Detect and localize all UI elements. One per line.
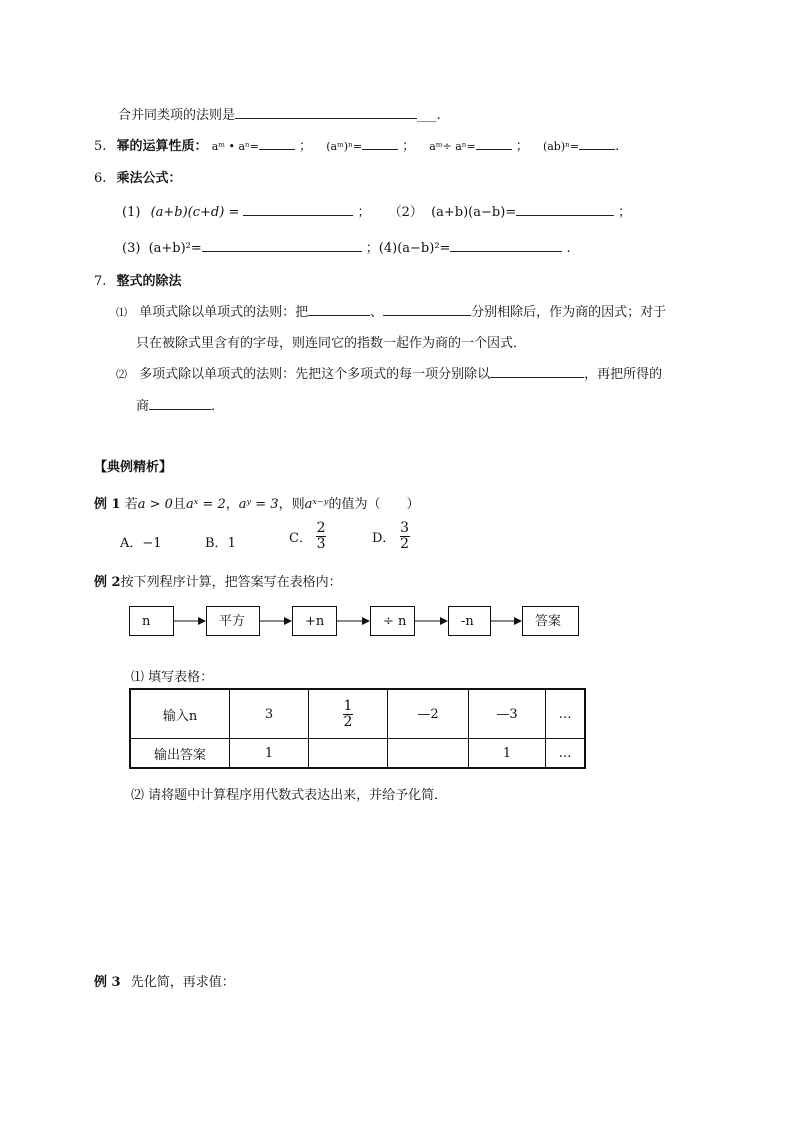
- numerator: 1: [343, 697, 353, 714]
- table-cell[interactable]: 1: [230, 739, 309, 769]
- rule-text: 分别相除后，作为商的因式；对于: [471, 305, 667, 320]
- table-cell[interactable]: 1: [469, 739, 546, 769]
- table-row: [130, 739, 585, 769]
- part-label: (4): [378, 241, 398, 256]
- expression: (a−b)²=: [397, 241, 451, 256]
- question-text: 且: [172, 497, 186, 512]
- question-text: ，: [225, 497, 239, 512]
- table-row: [130, 689, 585, 739]
- flow-step-square: 平方: [206, 606, 260, 636]
- rule-text: 商: [136, 399, 150, 414]
- answer-table: [129, 688, 586, 769]
- separator: ；: [357, 205, 371, 220]
- rule-text: 只在被除式里含有的字母，则连同它的指数一起作为商的一个因式．: [136, 336, 527, 351]
- formula-product: aᵐ • aⁿ=: [211, 140, 260, 153]
- table-cell: —2: [388, 689, 469, 739]
- rule-text: ，再把所得的: [584, 367, 663, 382]
- part-label: (3): [122, 241, 141, 256]
- item-title: 幂的运算性质：: [116, 139, 208, 154]
- condition: aʸ = 3: [238, 497, 279, 512]
- table-cell: —3: [469, 689, 546, 739]
- numerator: 2: [316, 520, 326, 536]
- flow-step-subtract-n: -n: [448, 606, 491, 636]
- question-1: ⑴ 填写表格：: [131, 670, 214, 685]
- question-text: ，则: [278, 497, 305, 512]
- rule-text: 单项式除以单项式的法则：把: [139, 305, 309, 320]
- flow-step-input: n: [129, 606, 174, 636]
- denominator: 2: [343, 713, 353, 730]
- condition: a > 0: [137, 497, 173, 512]
- table-cell: …: [546, 739, 586, 769]
- flow-step-add-n: +n: [292, 606, 337, 636]
- question-2: ⑵ 请将题中计算程序用代数式表达出来，并给予化简．: [131, 788, 448, 803]
- question-text: 若: [124, 497, 138, 512]
- period: .: [566, 241, 571, 256]
- part-label: (1): [122, 205, 141, 220]
- question-text: 先化简，再求值：: [130, 975, 235, 990]
- expression: (a+b)(c+d) =: [150, 205, 240, 220]
- example-3: [94, 971, 235, 990]
- table-cell: …: [546, 689, 586, 739]
- denominator: 3: [316, 536, 326, 552]
- denominator: 2: [400, 536, 410, 552]
- period: .: [615, 139, 620, 154]
- expression: (a+b)²=: [148, 241, 202, 256]
- option-value: −1: [142, 536, 162, 551]
- item-number: 7.: [94, 274, 107, 289]
- part-mark: ⑴: [116, 306, 127, 319]
- item-title: 乘法公式：: [116, 171, 182, 186]
- option-value: 1: [227, 536, 236, 551]
- separator: ；: [365, 241, 379, 256]
- question-text: 的值为（ ）: [328, 497, 420, 512]
- rule-text: 多项式除以单项式的法则：先把这个多项式的每一项分别除以: [139, 367, 491, 382]
- item-title: 整式的除法: [116, 274, 182, 289]
- period: ．: [211, 399, 225, 414]
- item-number: 5.: [94, 139, 107, 154]
- section-title: 【典例精析】: [94, 460, 173, 475]
- option-key: D．: [372, 531, 396, 546]
- separator: ；: [402, 139, 416, 154]
- expression: (a+b)(a−b)=: [431, 205, 517, 220]
- formula-quotient: aᵐ÷ aⁿ=: [429, 140, 476, 153]
- option-key: C．: [289, 531, 312, 546]
- row-label: 输出答案: [130, 739, 230, 769]
- example-label: 例 1: [94, 497, 121, 512]
- target-expression: aˣ⁻ʸ: [304, 497, 329, 512]
- flow-step-divide-n: ÷ n: [370, 606, 415, 636]
- condition: aˣ = 2: [185, 497, 226, 512]
- separator: ；: [515, 139, 529, 154]
- table-cell: 3: [230, 689, 309, 739]
- formula-power: (aᵐ)ⁿ=: [326, 140, 363, 153]
- separator: ；: [618, 205, 632, 220]
- merge-rule-tail: ___.: [417, 108, 441, 123]
- table-cell: [309, 689, 388, 739]
- item-number: 6.: [94, 171, 107, 186]
- rule-text: 、: [370, 305, 384, 320]
- example-label: 例 2: [94, 575, 121, 590]
- formula-product-power: (ab)ⁿ=: [542, 140, 580, 153]
- numerator: 3: [400, 520, 410, 536]
- question-text: 按下列程序计算，把答案写在表格内：: [120, 575, 342, 590]
- row-label: 输入n: [130, 689, 230, 739]
- part-mark: ⑵: [116, 368, 127, 381]
- merge-rule-text: 合并同类项的法则是: [118, 108, 236, 123]
- table-cell[interactable]: [309, 739, 388, 769]
- cell-fraction: [343, 699, 353, 730]
- table-cell[interactable]: [388, 739, 469, 769]
- flow-step-answer: 答案: [522, 606, 579, 636]
- part-label: （2）: [388, 205, 423, 220]
- option-key: A．: [120, 536, 143, 551]
- example-label: 例 3: [94, 975, 121, 990]
- separator: ；: [299, 139, 313, 154]
- option-key: B．: [205, 536, 228, 551]
